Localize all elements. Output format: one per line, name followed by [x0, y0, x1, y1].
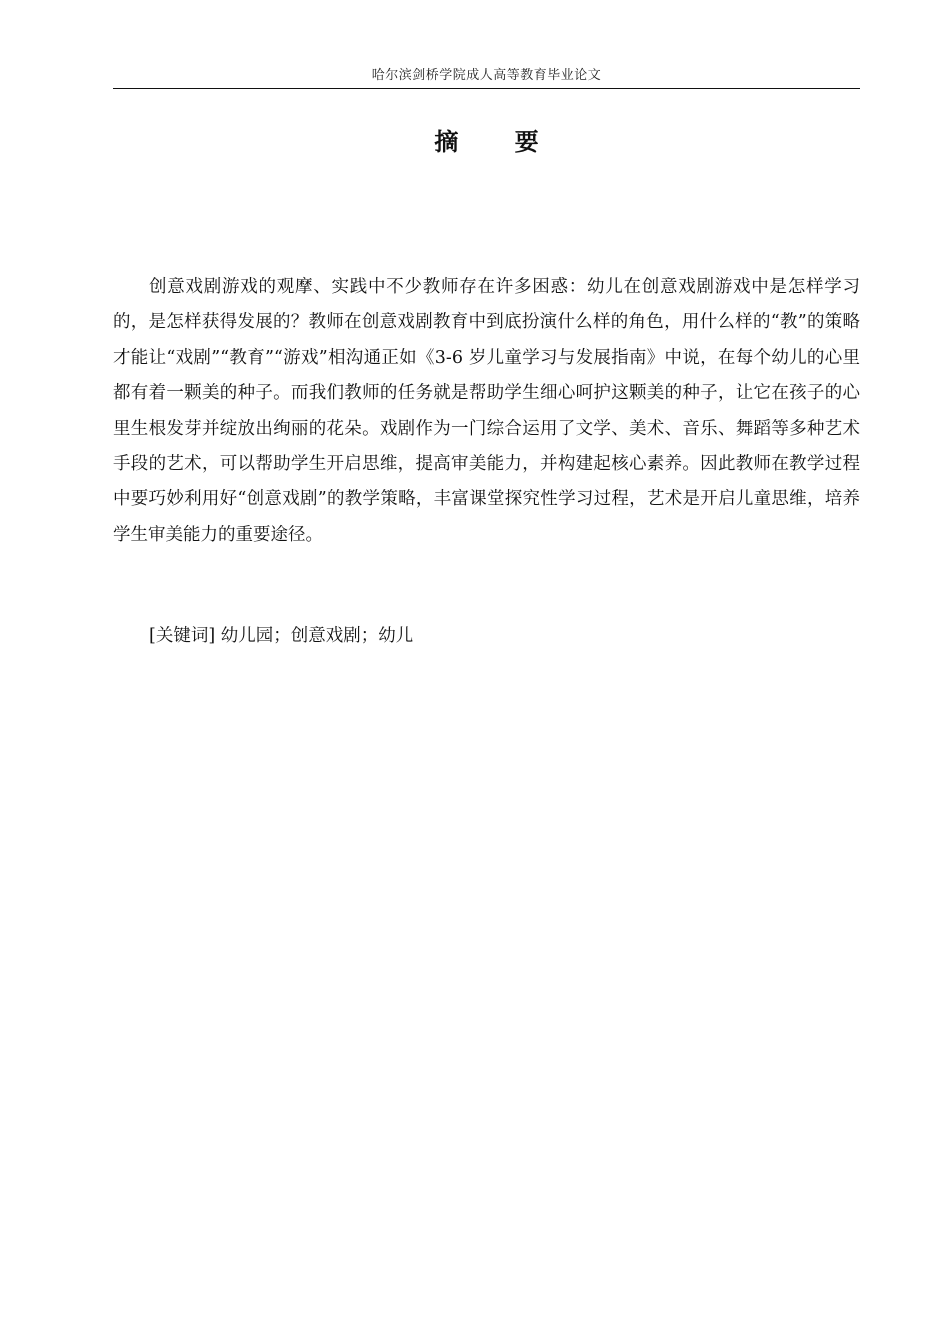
keywords-label: [关键词]	[149, 626, 216, 646]
abstract-paragraph: 创意戏剧游戏的观摩、实践中不少教师存在许多困惑：幼儿在创意戏剧游戏中是怎样学习的，是怎样获得发展的？教师在创意戏剧教育中到底扮演什么样的角色，用什么样的“教”的策略才能让“戏剧”“教育”“游戏”相沟通正如《3-6 岁儿童学习与发展指南》中说，在每个幼儿的心里都有着一颗美的种子。而我们教师的任务就是帮助学生细心呵护这颗美的种子，让它在孩子的心里生根发芽并绽放出绚丽的花朵。戏剧作为一门综合运用了文学、美术、音乐、舞蹈等多种艺术手段的艺术，可以帮助学生开启思维，提高审美能力，并构建起核心素养。因此教师在教学过程中要巧妙利用好“创意戏剧”的教学策略，丰富课堂探究性学习过程，艺术是开启儿童思维，培养学生审美能力的重要途径。	[113, 277, 860, 545]
abstract-title: 摘 要	[434, 127, 563, 156]
keyword-item: 创意戏剧	[290, 626, 361, 646]
keyword-separator: ；	[273, 626, 291, 646]
keyword-separator: ；	[360, 626, 379, 646]
keyword-item: 幼儿	[378, 626, 414, 646]
keyword-item: 幼儿园	[220, 626, 274, 646]
header-divider	[113, 88, 860, 89]
keywords-line	[149, 620, 860, 652]
running-header: 哈尔滨剑桥学院成人高等教育毕业论文	[371, 68, 602, 83]
